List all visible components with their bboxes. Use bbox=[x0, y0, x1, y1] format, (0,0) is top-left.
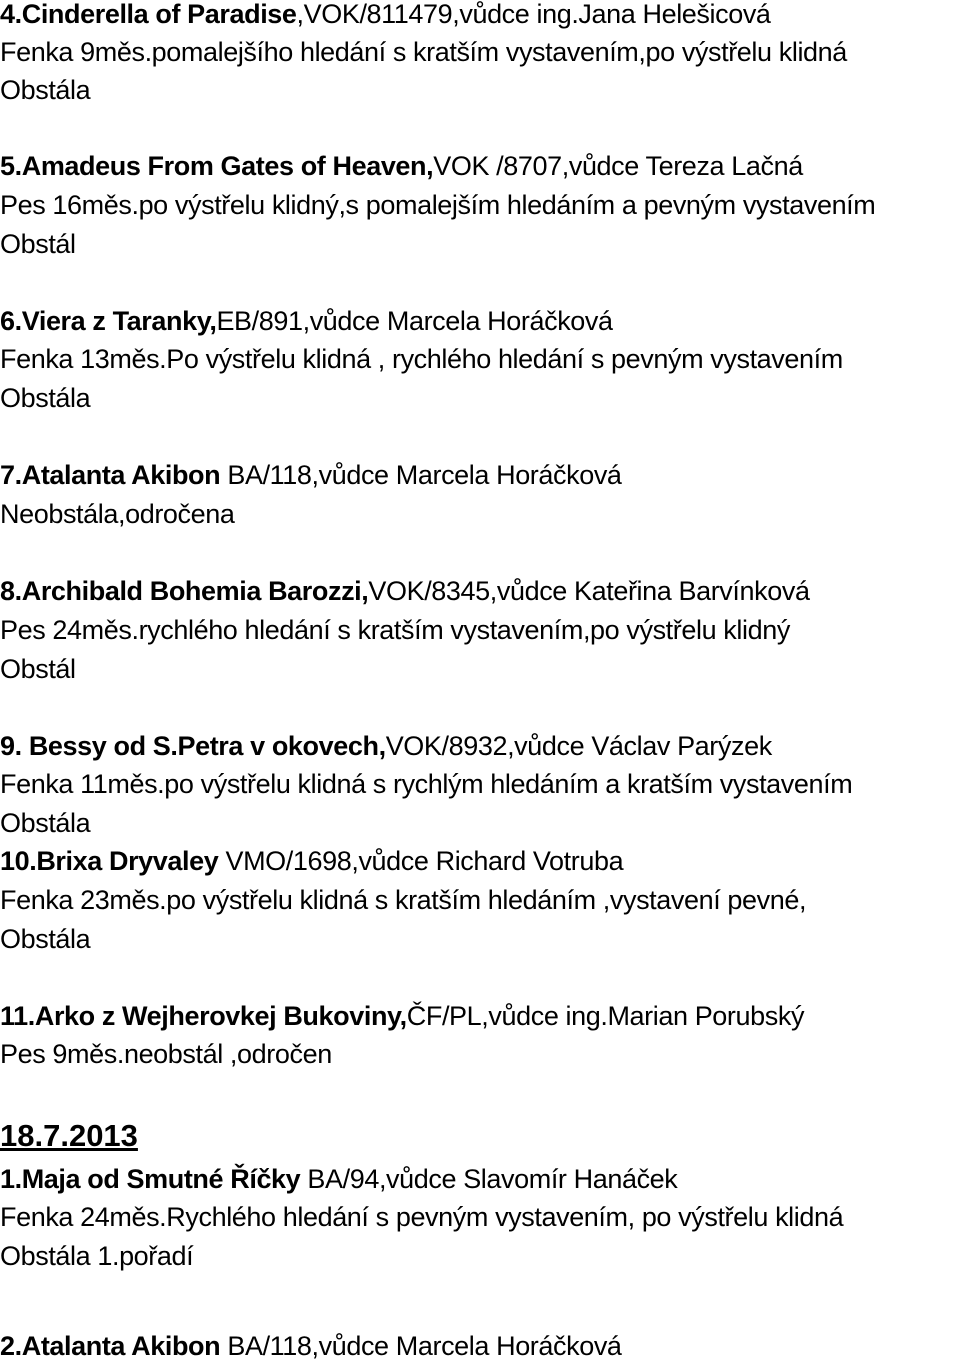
dog-name: 9. Bessy od S.Petra v okovech, bbox=[0, 731, 386, 761]
entry-result: Obstála bbox=[0, 924, 91, 954]
dog-details: BA/118,vůdce Marcela Horáčková bbox=[220, 1331, 622, 1361]
entry-result: Obstála bbox=[0, 808, 91, 838]
dog-details: BA/94,vůdce Slavomír Hanáček bbox=[300, 1164, 678, 1194]
date-heading: 18.7.2013 bbox=[0, 1118, 138, 1153]
dog-details: VOK/8345,vůdce Kateřina Barvínková bbox=[368, 576, 810, 606]
dog-name: 2.Atalanta Akibon bbox=[0, 1331, 221, 1361]
entry-description: Neobstála,odročena bbox=[0, 499, 235, 529]
dog-details: BA/118,vůdce Marcela Horáčková bbox=[220, 460, 622, 490]
entry-title bbox=[0, 1328, 622, 1364]
entry-title bbox=[0, 998, 804, 1034]
dog-name: 8.Archibald Bohemia Barozzi, bbox=[0, 576, 369, 606]
dog-details: ČF/PL,vůdce ing.Marian Porubský bbox=[406, 1001, 805, 1031]
entry-result: Obstál bbox=[0, 654, 76, 684]
dog-name: 10.Brixa Dryvaley bbox=[0, 846, 219, 876]
entry-description: Fenka 9měs.pomalejšího hledání s kratším vystavením,po výstřelu klidná bbox=[0, 37, 847, 67]
dog-details: ,VOK/811479,vůdce ing.Jana Helešicová bbox=[296, 0, 771, 29]
dog-details: EB/891,vůdce Marcela Horáčková bbox=[216, 306, 613, 336]
entry-description: Pes 16měs.po výstřelu klidný,s pomalejším hledáním a pevným vystavením bbox=[0, 190, 876, 220]
entry-result: Obstála 1.pořadí bbox=[0, 1241, 194, 1271]
dog-name: 11.Arko z Wejherovkej Bukoviny, bbox=[0, 1001, 407, 1031]
entry-description: Pes 24měs.rychlého hledání s kratším vystavením,po výstřelu klidný bbox=[0, 615, 790, 645]
dog-details: VOK/8932,vůdce Václav Parýzek bbox=[385, 731, 772, 761]
entry-title bbox=[0, 843, 623, 879]
entry-result: Obstála bbox=[0, 383, 91, 413]
entry-description: Fenka 13měs.Po výstřelu klidná , rychlého hledání s pevným vystavením bbox=[0, 344, 843, 374]
entry-title bbox=[0, 457, 622, 493]
dog-name: 7.Atalanta Akibon bbox=[0, 460, 221, 490]
dog-name: 5.Amadeus From Gates of Heaven, bbox=[0, 151, 434, 181]
entry-result: Obstála bbox=[0, 75, 91, 105]
dog-name: 1.Maja od Smutné Říčky bbox=[0, 1164, 301, 1194]
entry-description: Fenka 11měs.po výstřelu klidná s rychlým hledáním a kratším vystavením bbox=[0, 769, 853, 799]
entry-title bbox=[0, 1161, 677, 1197]
dog-name: 4.Cinderella of Paradise bbox=[0, 0, 297, 29]
entry-title bbox=[0, 573, 810, 609]
dog-name: 6.Viera z Taranky, bbox=[0, 306, 217, 336]
entry-title bbox=[0, 148, 803, 184]
entry-result: Obstál bbox=[0, 229, 76, 259]
entry-description: Fenka 23měs.po výstřelu klidná s kratším hledáním ,vystavení pevné, bbox=[0, 885, 807, 915]
dog-details: VMO/1698,vůdce Richard Votruba bbox=[218, 846, 624, 876]
dog-details: VOK /8707,vůdce Tereza Lačná bbox=[433, 151, 803, 181]
entry-description: Pes 9měs.neobstál ,odročen bbox=[0, 1039, 332, 1069]
entry-description: Fenka 24měs.Rychlého hledání s pevným vystavením, po výstřelu klidná bbox=[0, 1202, 844, 1232]
entry-title bbox=[0, 728, 772, 764]
entry-title bbox=[0, 0, 771, 32]
entry-title bbox=[0, 303, 613, 339]
